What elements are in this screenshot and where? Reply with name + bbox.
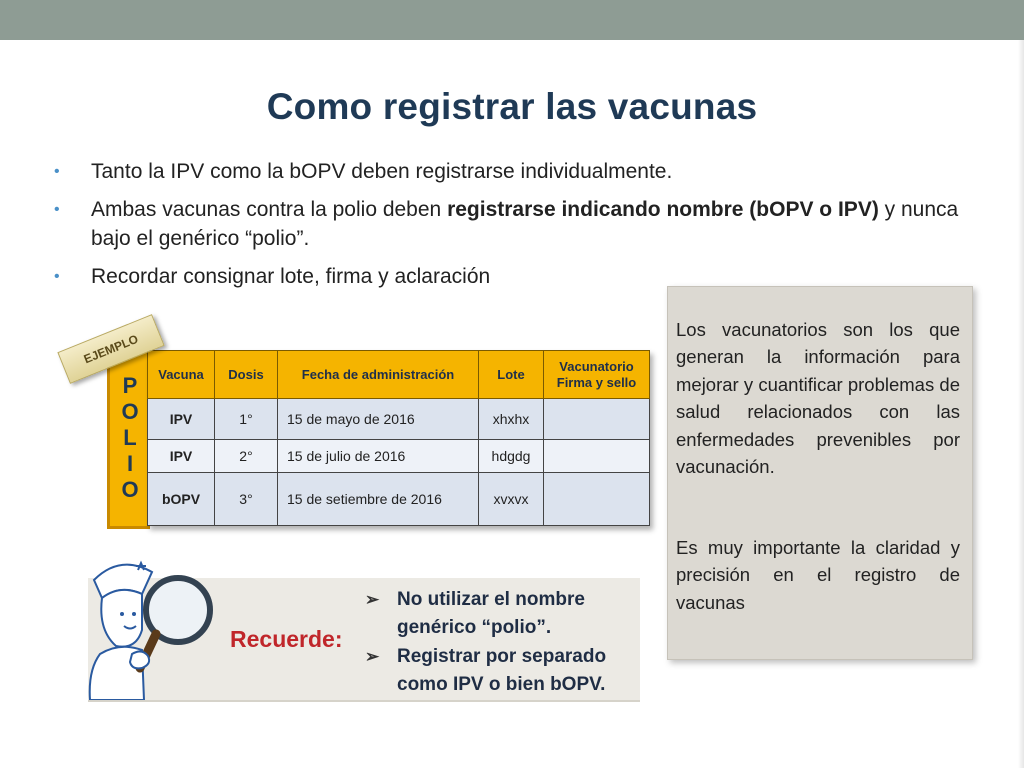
arrow-right-icon: ➢ <box>365 647 380 666</box>
table-row <box>148 473 650 526</box>
slide-title: Como registrar las vacunas <box>266 86 758 127</box>
arrow-right-icon: ➢ <box>365 590 380 609</box>
cell-vacuna: IPV <box>148 399 215 440</box>
cell-fecha: 15 de mayo de 2016 <box>278 399 479 440</box>
doctor-magnifier-illustration <box>80 550 230 700</box>
bullet-text: Recordar consignar lote, firma y aclaración <box>91 265 491 288</box>
polio-letter: O <box>121 477 139 502</box>
header-lote: Lote <box>479 351 544 399</box>
vaccine-table <box>147 350 650 526</box>
cell-firma <box>544 473 650 526</box>
header-vacunatorio <box>544 351 650 399</box>
header-vacunatorio-title: Vacunatorio <box>559 358 634 374</box>
bullet-dot-icon: • <box>54 268 60 285</box>
bullet-dot-icon: • <box>54 201 60 218</box>
table-header-row <box>148 351 650 399</box>
cell-vacuna: IPV <box>148 440 215 473</box>
cell-fecha: 15 de setiembre de 2016 <box>278 473 479 526</box>
bullet-text-bold: registrarse indicando nombre (bOPV o IPV) <box>447 198 879 221</box>
polio-letter: L <box>123 425 137 450</box>
reminder-item-text: Registrar por separado como IPV o bien bOPV. <box>397 646 607 695</box>
header-vacuna: Vacuna <box>148 351 215 399</box>
cell-lote: hdgdg <box>479 440 544 473</box>
cell-dosis: 3° <box>215 473 278 526</box>
polio-letter: P <box>122 373 138 398</box>
bullet-item <box>52 157 972 186</box>
cell-lote: xvxvx <box>479 473 544 526</box>
header-dosis: Dosis <box>215 351 278 399</box>
polio-side-label <box>107 350 150 529</box>
header-vacunatorio-sub: Firma y sello <box>556 374 637 390</box>
bullet-text: Tanto la IPV como la bOPV deben registrarse individualmente. <box>91 160 673 183</box>
example-tag: EJEMPLO <box>57 314 164 384</box>
bullet-text: y nunca bajo el genérico “polio”. <box>91 198 959 250</box>
reminder-label: Recuerde: <box>230 626 343 652</box>
bullet-list <box>52 157 972 300</box>
polio-letter: O <box>121 399 139 424</box>
polio-letter: I <box>126 451 134 476</box>
header-fecha: Fecha de administración <box>278 351 479 399</box>
slide-edge-shadow <box>1018 40 1024 768</box>
cell-firma <box>544 440 650 473</box>
bullet-dot-icon: • <box>54 163 60 180</box>
table-row <box>148 399 650 440</box>
cell-firma <box>544 399 650 440</box>
reminder-item <box>365 643 647 699</box>
note-paragraph: Es muy importante la claridad y precisión en el registro de vacunas <box>676 537 960 613</box>
cell-fecha: 15 de julio de 2016 <box>278 440 479 473</box>
cell-dosis: 1° <box>215 399 278 440</box>
reminder-list <box>365 586 647 700</box>
table-row <box>148 440 650 473</box>
bullet-text: Ambas vacunas contra la polio deben <box>91 198 448 221</box>
top-bar <box>0 0 1024 40</box>
note-paragraph: Los vacunatorios son los que generan la información para mejorar y cuantificar problemas de salud relacionados con las enfermedades prevenibles por vacunación. <box>676 319 960 478</box>
cell-dosis: 2° <box>215 440 278 473</box>
cell-lote: xhxhx <box>479 399 544 440</box>
reminder-item <box>365 586 647 642</box>
cell-vacuna: bOPV <box>148 473 215 526</box>
reminder-item-text: No utilizar el nombre genérico “polio”. <box>397 589 585 638</box>
bullet-item <box>52 195 972 253</box>
